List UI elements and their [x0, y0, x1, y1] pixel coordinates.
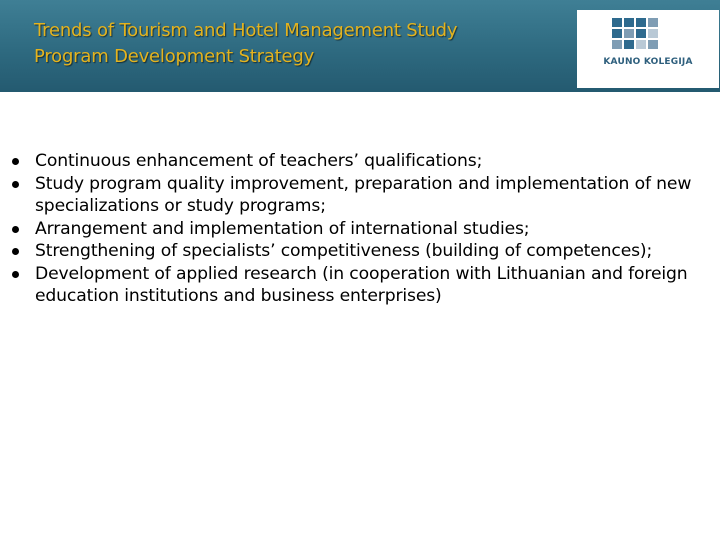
slide-body — [10, 150, 710, 308]
bullet-dot-icon — [12, 158, 19, 165]
grid-squares-logo-icon — [612, 18, 668, 52]
bullet-text: Study program quality improvement, preparation and implementation of new specializations or study programs; — [35, 173, 692, 216]
slide-header — [0, 0, 720, 92]
bullet-text: Strengthening of specialists’ competitiveness (building of competences); — [35, 241, 653, 261]
bullet-item — [10, 263, 710, 308]
logo-name: KAUNO KOLEGIJA — [603, 57, 693, 67]
slide-title — [34, 18, 554, 70]
bullet-dot-icon — [12, 271, 19, 278]
bullet-item — [10, 150, 710, 173]
slide-title-line-1: Trends of Tourism and Hotel Management Study — [34, 20, 458, 41]
bullet-item — [10, 240, 710, 263]
bullet-item — [10, 173, 710, 218]
logo — [577, 10, 719, 88]
slide-title-line-2: Program Development Strategy — [34, 46, 315, 67]
bullet-list — [10, 150, 710, 308]
bullet-text: Continuous enhancement of teachers’ qualifications; — [35, 151, 483, 171]
bullet-dot-icon — [12, 226, 19, 233]
bullet-dot-icon — [12, 248, 19, 255]
bullet-dot-icon — [12, 181, 19, 188]
bullet-text: Arrangement and implementation of international studies; — [35, 218, 530, 239]
bullet-text: Development of applied research (in cooperation with Lithuanian and foreign education institutions and business enterprises) — [35, 263, 688, 306]
bullet-item — [10, 218, 710, 241]
